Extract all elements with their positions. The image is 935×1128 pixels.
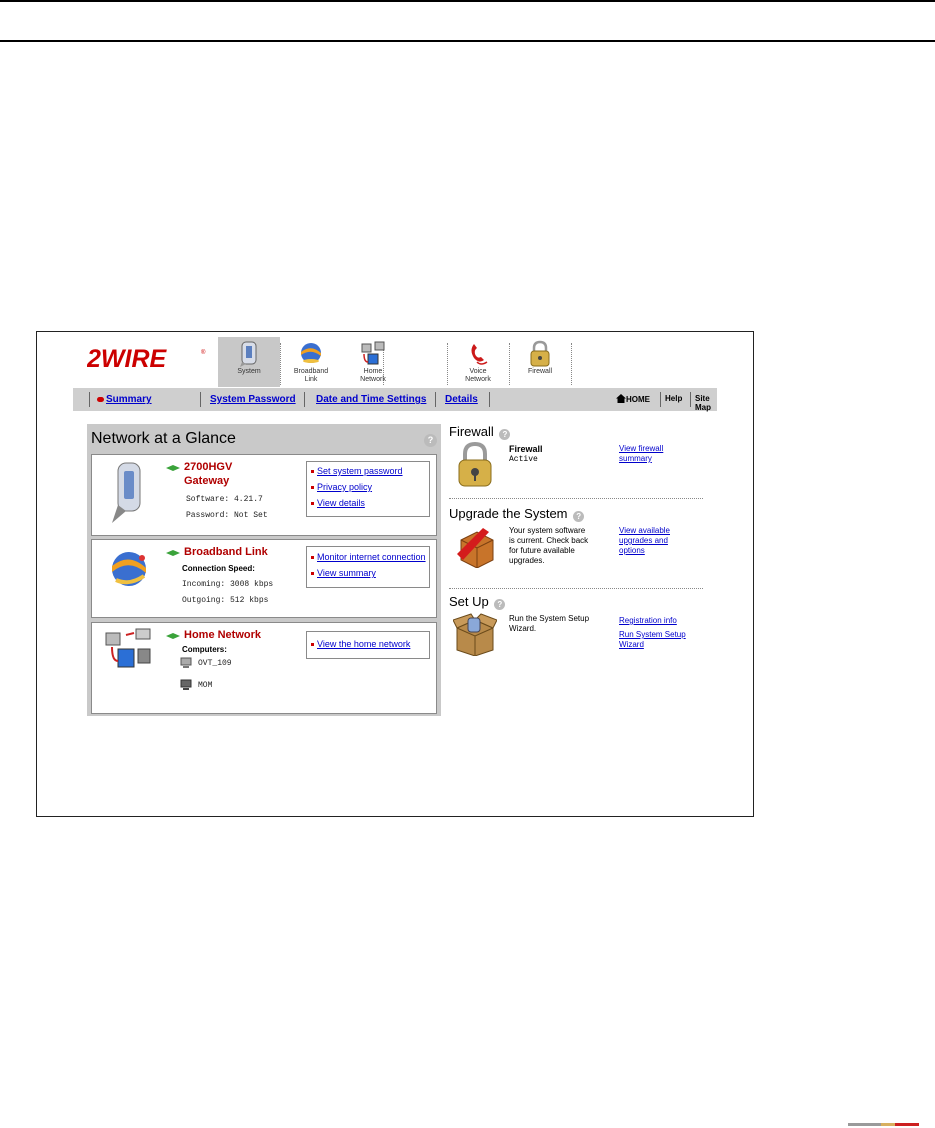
- upgrade-title-text: Upgrade the System: [449, 506, 568, 521]
- home-network-name: Home Network: [184, 629, 262, 641]
- monitor-internet-connection-link[interactable]: Monitor internet connection: [317, 552, 426, 562]
- setup-text: [509, 614, 589, 634]
- nav-help[interactable]: Help: [665, 394, 683, 403]
- broadband-globe-icon: [298, 340, 324, 368]
- nav-date-time-link[interactable]: Date and Time Settings: [316, 394, 427, 405]
- help-icon[interactable]: ?: [494, 599, 505, 610]
- nav-divider: [690, 392, 691, 407]
- glance-title: Network at a Glance: [91, 430, 236, 447]
- tab-home-network[interactable]: [342, 337, 404, 387]
- nav-date-time[interactable]: [316, 394, 426, 405]
- bullet-icon: [311, 470, 314, 473]
- broadband-link-name: Broadband Link: [184, 546, 268, 558]
- tab-firewall-label: Firewall: [527, 368, 553, 375]
- upgrade-text-line: upgrades.: [509, 556, 545, 565]
- nav-site-map[interactable]: Site Map: [695, 394, 711, 412]
- upgrade-box-icon: [455, 524, 497, 568]
- nav-summary-link[interactable]: Summary: [106, 394, 152, 405]
- tab-home-label1: Home: [363, 368, 383, 375]
- sub-navigation-bar: [73, 388, 717, 411]
- tab-broadband-label1: Broadband: [293, 368, 329, 375]
- computer-name: MOM: [198, 681, 213, 690]
- upgrade-text-line: for future available: [509, 546, 575, 555]
- nav-divider: [304, 392, 305, 407]
- footer-bar-gold: [881, 1123, 895, 1126]
- setup-box-icon: [453, 612, 497, 656]
- view-summary-link[interactable]: View summary: [317, 568, 376, 578]
- nav-details[interactable]: [445, 394, 478, 405]
- upgrade-link-line[interactable]: View available: [619, 526, 670, 535]
- footer-bar-red: [895, 1123, 919, 1126]
- firewall-title-text: Firewall: [449, 424, 494, 439]
- connection-speed-label: Connection Speed:: [182, 564, 255, 573]
- view-firewall-summary-link[interactable]: [619, 444, 663, 464]
- nav-summary[interactable]: [97, 394, 152, 405]
- gateway-device-icon: [108, 461, 148, 525]
- setup-title-text: Set Up: [449, 594, 489, 609]
- nav-divider: [435, 392, 436, 407]
- tab-firewall[interactable]: [509, 337, 571, 387]
- footer-bar-gray: [848, 1123, 881, 1126]
- setup-section-title: [449, 594, 503, 609]
- firewall-lock-icon: [455, 442, 495, 488]
- section-divider: [449, 588, 703, 589]
- top-rule-lower: [0, 40, 935, 42]
- home-network-panel: [91, 622, 437, 714]
- gateway-panel: [91, 454, 437, 536]
- bullet-icon: [311, 572, 314, 575]
- nav-system-password-link[interactable]: System Password: [210, 394, 296, 405]
- nav-divider: [200, 392, 201, 407]
- broadband-globe-icon: [106, 546, 152, 592]
- help-icon[interactable]: ?: [573, 511, 584, 522]
- home-icon: [616, 394, 626, 403]
- tab-home-label2: Network: [360, 376, 386, 383]
- tab-broadband-link[interactable]: [280, 337, 342, 387]
- status-ok-icon: [166, 465, 180, 471]
- svg-text:2WIRE: 2WIRE: [87, 346, 167, 370]
- view-firewall-summary-line1[interactable]: View firewall: [619, 444, 664, 453]
- system-gateway-icon: [236, 340, 262, 368]
- broadband-panel: [91, 539, 437, 618]
- run-system-setup-wizard-link[interactable]: [619, 630, 686, 650]
- top-rule: [0, 0, 935, 2]
- home-network-icon: [360, 340, 386, 368]
- computers-label: Computers:: [182, 645, 227, 654]
- tab-system[interactable]: [218, 337, 280, 387]
- upgrade-text-line: Your system software: [509, 526, 586, 535]
- setup-text-line: Run the System Setup: [509, 614, 590, 623]
- tab-voice-label1: Voice: [469, 368, 487, 375]
- nav-divider: [660, 392, 661, 407]
- help-icon[interactable]: ?: [499, 429, 510, 440]
- bullet-icon: [311, 556, 314, 559]
- voice-phone-icon: [465, 340, 491, 368]
- run-setup-link-line[interactable]: Wizard: [619, 640, 644, 649]
- firewall-section-title: [449, 424, 508, 439]
- firewall-status: Active: [509, 455, 538, 464]
- view-available-upgrades-link[interactable]: [619, 526, 670, 556]
- status-ok-icon: [166, 633, 180, 639]
- 2wire-logo[interactable]: [87, 346, 207, 370]
- nav-details-link[interactable]: Details: [445, 394, 478, 405]
- upgrade-text-line: is current. Check back: [509, 536, 589, 545]
- privacy-policy-link[interactable]: Privacy policy: [317, 482, 373, 492]
- tab-divider: [571, 343, 572, 385]
- nav-system-password[interactable]: [210, 394, 296, 405]
- help-icon[interactable]: ?: [424, 434, 437, 447]
- nav-home[interactable]: [616, 394, 650, 405]
- firewall-label: Firewall: [509, 444, 543, 454]
- broadband-links: [306, 546, 430, 588]
- tab-voice-network[interactable]: [447, 337, 509, 387]
- outgoing-speed: Outgoing: 512 kbps: [182, 596, 269, 605]
- registration-info-link[interactable]: Registration info: [619, 616, 677, 625]
- run-setup-link-line[interactable]: Run System Setup: [619, 630, 686, 639]
- gateway-links: [306, 461, 430, 517]
- bullet-icon: [311, 486, 314, 489]
- gateway-name-line2: Gateway: [184, 475, 230, 487]
- network-at-a-glance: [87, 424, 441, 716]
- gateway-password-status: Password: Not Set: [186, 511, 268, 520]
- computer-icon: [180, 679, 192, 691]
- status-ok-icon: [166, 550, 180, 556]
- view-home-network-link[interactable]: View the home network: [317, 639, 411, 649]
- svg-text:®: ®: [201, 350, 206, 356]
- upgrade-section-title: [449, 506, 582, 521]
- router-ui-frame: [36, 331, 754, 817]
- home-network-links: [306, 631, 430, 659]
- computer-icon: [180, 657, 192, 669]
- set-system-password-link[interactable]: Set system password: [317, 466, 403, 476]
- firewall-lock-icon: [527, 340, 553, 368]
- home-network-icon: [104, 627, 154, 673]
- upgrade-text: [509, 526, 588, 566]
- view-firewall-summary-line2[interactable]: summary: [619, 454, 652, 463]
- tab-system-label: System: [237, 368, 261, 375]
- gateway-name-line1: 2700HGV: [184, 461, 233, 473]
- incoming-speed: Incoming: 3008 kbps: [182, 580, 274, 589]
- bullet-icon: [311, 502, 314, 505]
- computer-name: OVT_109: [198, 659, 232, 668]
- nav-divider: [489, 392, 490, 407]
- tab-broadband-label2: Link: [304, 376, 318, 383]
- nav-home-label: HOME: [626, 395, 650, 404]
- section-divider: [449, 498, 703, 499]
- gateway-software: Software: 4.21.7: [186, 495, 263, 504]
- upgrade-link-line[interactable]: options: [619, 546, 645, 555]
- upgrade-link-line[interactable]: upgrades and: [619, 536, 668, 545]
- active-indicator-icon: [97, 397, 104, 402]
- tab-voice-label2: Network: [465, 376, 491, 383]
- setup-text-line: Wizard.: [509, 624, 537, 633]
- nav-divider: [89, 392, 90, 407]
- view-details-link[interactable]: View details: [317, 498, 365, 508]
- bullet-icon: [311, 643, 314, 646]
